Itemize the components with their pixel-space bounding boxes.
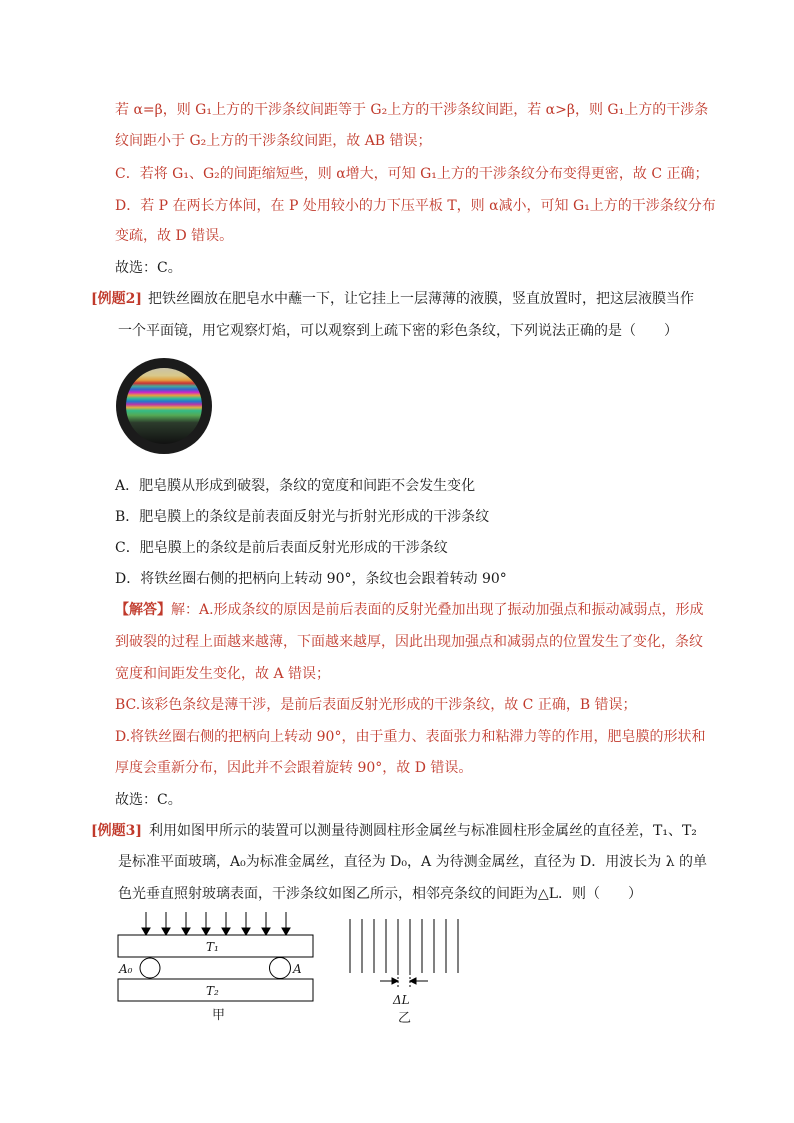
solution-text-1: 解：A.形成条纹的原因是前后表面的反射光叠加出现了振动加强点和振动减弱点，形成 — [171, 602, 704, 618]
example2-option-a: A．肥皂膜从形成到破裂，条纹的宽度和间距不会发生变化 — [115, 478, 476, 494]
example2-stem-2: 一个平面镜，用它观察灯焰，可以观察到上疏下密的彩色条纹，下列说法正确的是（ ） — [118, 323, 678, 339]
example3-stem-1: 利用如图甲所示的装置可以测量待测圆柱形金属丝与标准圆柱形金属丝的直径差，T₁、T₂ — [149, 823, 697, 839]
solution-prev-line-2: 纹间距小于 G₂上方的干涉条纹间距，故 AB 错误； — [115, 133, 432, 149]
example2-solution-line-4: BC.该彩色条纹是薄干涉，是前后表面反射光形成的干涉条纹，故 C 正确，B 错误； — [115, 697, 637, 713]
example2-option-d: D．将铁丝圈右侧的把柄向上转动 90°，条纹也会跟着转动 90° — [115, 571, 507, 587]
label-t1: T₁ — [206, 940, 219, 954]
solution-prev-line-3: C．若将 G₁、G₂的间距缩短些，则 α增大，可知 G₁上方的干涉条纹分布变得更密，故 C 正确； — [115, 166, 709, 182]
example2-option-c: C．肥皂膜上的条纹是前后表面反射光形成的干涉条纹 — [115, 540, 448, 556]
solution-tag: 【解答】 — [115, 602, 171, 618]
example2-solution-line-2: 到破裂的过程上面越来越薄，下面越来越厚，因此出现加强点和减弱点的位置发生了变化，条纹 — [115, 634, 703, 650]
wire-a0 — [140, 958, 160, 978]
label-t2: T₂ — [206, 984, 219, 998]
example2-stem-1: 把铁丝圈放在肥皂水中蘸一下，让它挂上一层薄薄的液膜，竖直放置时，把这层液膜当作 — [148, 291, 694, 307]
figure-yi — [340, 915, 470, 995]
delta-l-guides — [398, 973, 410, 989]
solution-prev-line-4: D．若 P 在两长方体间，在 P 处用较小的力下压平板 T，则 α减小，可知 G₁上方的干涉条纹分布 — [115, 198, 716, 214]
soap-film-fringes — [126, 368, 202, 444]
example2-solution-line-6: 厚度会重新分布，因此并不会跟着旋转 90°，故 D 错误。 — [115, 760, 473, 776]
example2-answer: 故选：C。 — [115, 792, 182, 808]
label-a: A — [293, 962, 302, 976]
solution-prev-answer: 故选：C。 — [115, 260, 182, 276]
caption-yi: 乙 — [398, 1011, 412, 1026]
wire-a — [270, 958, 291, 979]
example3-tag: [例题3] — [91, 823, 142, 839]
fringe-lines — [350, 919, 458, 973]
caption-jia: 甲 — [212, 1008, 226, 1023]
example2-option-b: B．肥皂膜上的条纹是前表面反射光与折射光形成的干涉条纹 — [115, 509, 490, 525]
delta-l-arrows — [380, 978, 428, 984]
example3-stem-2: 是标准平面玻璃，A₀为标准金属丝，直径为 D₀，A 为待测金属丝，直径为 D．用波长为 λ 的单 — [118, 854, 708, 870]
example2-solution-line-1 — [115, 600, 704, 620]
example3-stem-3: 色光垂直照射玻璃表面，干涉条纹如图乙所示，相邻亮条纹的间距为△L．则（ ） — [118, 886, 643, 902]
solution-prev-line-1: 若 α=β，则 G₁上方的干涉条纹间距等于 G₂上方的干涉条纹间距，若 α>β，则 G₁上方的干涉条 — [115, 102, 709, 118]
example2-solution-line-3: 宽度和间距发生变化，故 A 错误； — [115, 666, 331, 682]
light-arrows — [142, 912, 290, 935]
label-delta-l: ΔL — [393, 993, 410, 1007]
example2-tag: [例题2] — [91, 291, 142, 307]
example2-solution-line-5: D.将铁丝圈右侧的把柄向上转动 90°，由于重力、表面张力和粘滞力等的作用，肥皂膜的形状和 — [115, 729, 706, 745]
solution-prev-line-5: 变疏，故 D 错误。 — [115, 228, 234, 244]
label-a0: A₀ — [119, 962, 133, 976]
